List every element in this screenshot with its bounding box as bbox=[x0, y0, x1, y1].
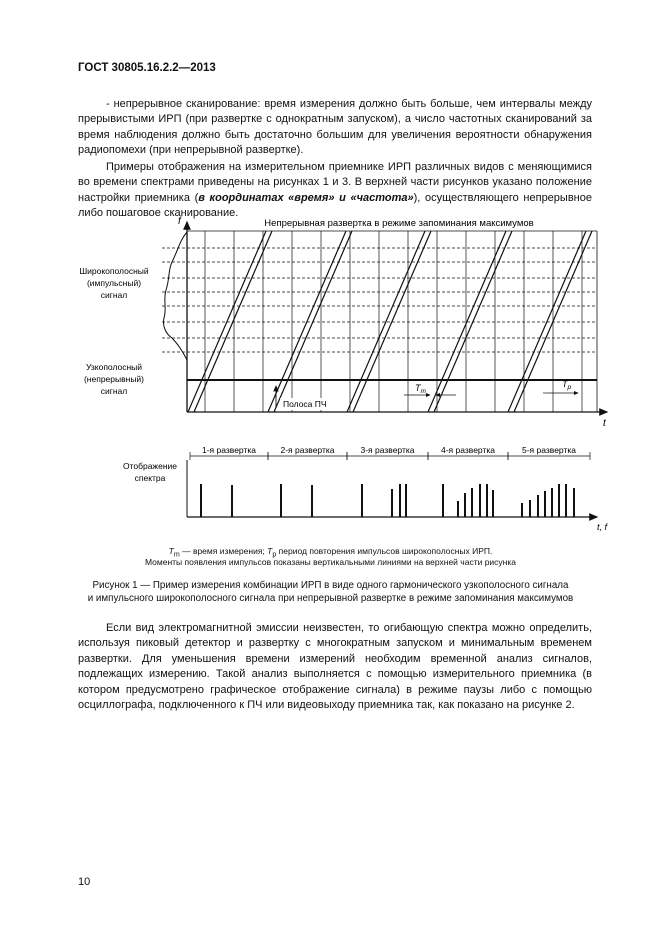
figure-caption-line-2: и импульсного широкополосного сигнала при непрерывной развертке в режиме запоминания максимумов bbox=[87, 593, 574, 604]
sweep-label: 4-я развертка bbox=[441, 445, 495, 455]
svg-text:спектра: спектра bbox=[134, 473, 166, 483]
sweep-line bbox=[274, 231, 352, 412]
sweep-line bbox=[268, 231, 346, 412]
spectrum-label: Отображение bbox=[122, 461, 178, 471]
figure-note-2: Моменты появления импульсов показаны вертикальными линиями на верхней части рисунка bbox=[145, 557, 516, 567]
t-axis-label: t bbox=[603, 418, 606, 429]
if-band-label: Полоса ПЧ bbox=[283, 399, 327, 409]
figure-caption-line-1: Рисунок 1 — Пример измерения комбинации ИРП в виде одного гармонического узкополосного сигнала bbox=[92, 580, 569, 591]
figure-note-1: $T_m$ — время измерения; $T_p$ период повторения импульсов широкополосных ИРП. bbox=[168, 546, 493, 559]
page-number: 10 bbox=[78, 876, 91, 888]
figure-1-diagram bbox=[0, 200, 661, 540]
sweep-line bbox=[428, 231, 506, 412]
paragraph-envelope: Если вид электромагнитной эмиссии неизвестен, то огибающую спектра можно определить, используя пиковый детектор и развертку с многократным запуском и минимальным временем развертки. Для уменьшения времени измерений необходим временной анализ сигналов, подлежащих измерению. Такой анализ выполняется с помощью измерительного приемника (в котором предусмотрено графическое отображение сигнала) в режиме паузы либо с помощью осциллографа, подключенного к ПЧ или видеовыходу приемника так, как показано на рисунке 2. bbox=[78, 622, 592, 712]
tm-label: $T_m$ bbox=[415, 383, 426, 395]
sweep-label: 3-я развертка bbox=[360, 445, 415, 455]
sweep-label: 5-я развертка bbox=[522, 445, 576, 455]
sweep-line bbox=[347, 231, 425, 412]
sweep-line bbox=[188, 231, 266, 412]
figure-title: Непрерывная развертка в режиме запоминания максимумов bbox=[264, 218, 534, 229]
broadband-label: Широкополосный bbox=[79, 266, 149, 276]
svg-text:сигнал: сигнал bbox=[100, 290, 128, 300]
svg-text:сигнал: сигнал bbox=[100, 386, 128, 396]
svg-text:(импульсный): (импульсный) bbox=[86, 278, 142, 288]
paragraph-examples: Примеры отображения на измерительном приемнике ИРП различных видов с меняющимися во времени спектрами приведены на рисунках 1 и 3. В верхней части рисунков указано положение настройки приемника (в координатах «время» и «частота»), осуществляющего непрерывное либо пошаговое сканирование. bbox=[78, 161, 592, 220]
broadband-envelope bbox=[163, 232, 187, 360]
tp-label: $T_p$ bbox=[562, 379, 572, 391]
narrowband-label: Узкополосный bbox=[85, 362, 143, 372]
sweep-line bbox=[434, 231, 512, 412]
f-axis-label: f bbox=[178, 216, 181, 227]
document-header: ГОСТ 30805.16.2.2—2013 bbox=[78, 62, 216, 74]
svg-text:(непрерывный): (непрерывный) bbox=[83, 374, 145, 384]
sweep-line bbox=[194, 231, 272, 412]
sweep-label: 1-я развертка bbox=[202, 445, 256, 455]
sweep-label: 2-я развертка bbox=[280, 445, 335, 455]
sweep-line bbox=[508, 231, 586, 412]
tf-axis-label: t, f bbox=[597, 522, 608, 532]
paragraph-continuous-scan: - непрерывное сканирование: время измерения должно быть больше, чем интервалы между прерывистыми ИРП (при развертке с однократным запуском), а число частотных сканирований за время наблюдения должно быть достаточно большим для увеличения вероятности обнаружения радиопомехи (при непрерывной развертке). bbox=[78, 98, 592, 157]
